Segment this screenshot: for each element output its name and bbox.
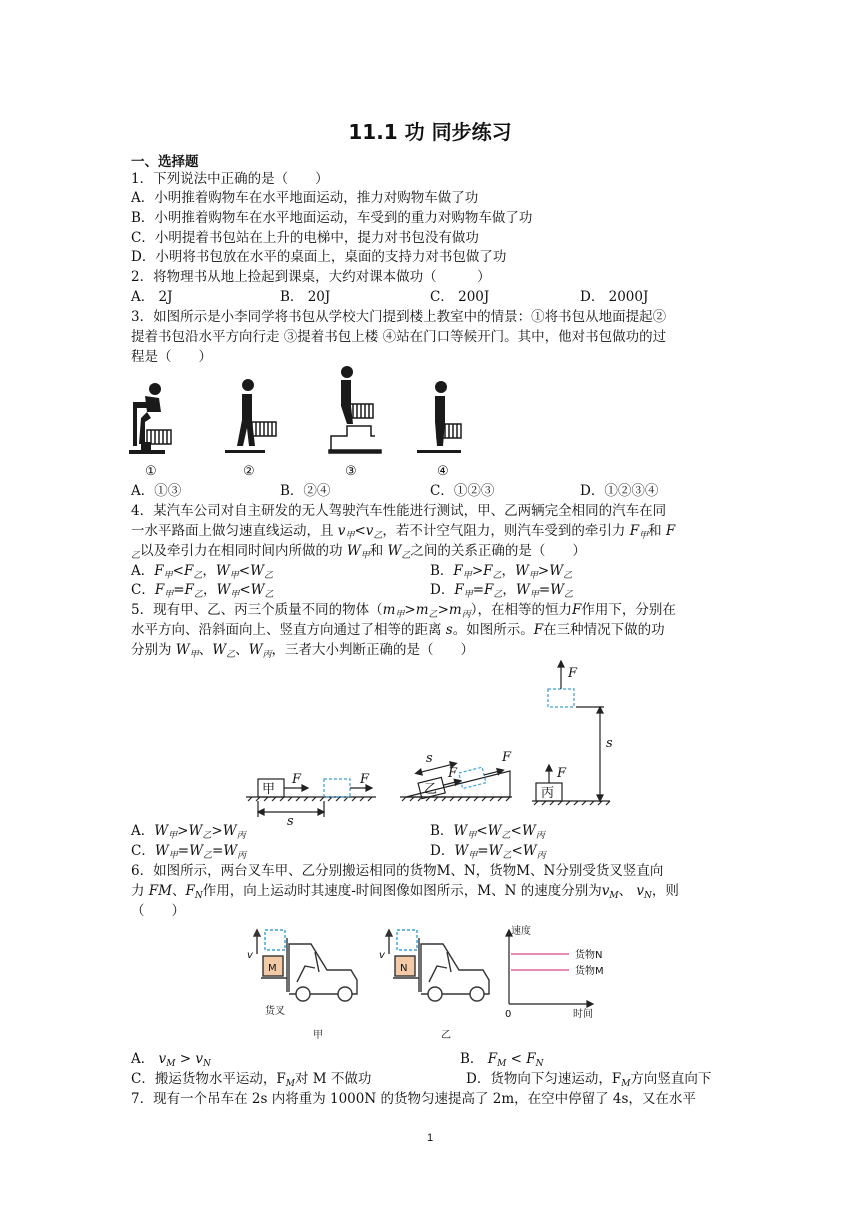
q4-line1: 4．某汽车公司对自主研发的无人驾驶汽车性能进行测试，甲、乙两辆完全相同的汽车在同 — [131, 503, 667, 519]
q5-option-a: A．$W_甲>W_乙>W_丙$ — [131, 823, 246, 841]
q3-option-b: B．②④ — [280, 483, 331, 499]
q5-line2: 水平方向、沿斜面向上、竖直方向通过了相等的距离 s。如图所示。F在三种情况下做的功 — [131, 622, 665, 638]
q5-label-f6: F — [568, 666, 578, 681]
q3-label-2: ② — [243, 464, 255, 479]
q5-label-f3: F — [448, 766, 458, 781]
q1-option-a: A．小明推着购物车在水平地面运动，推力对购物车做了功 — [131, 190, 479, 206]
q6-line2: 力 FM、$F_N$作用，向上运动时其速度-时间图像如图所示，M、N 的速度分别为$v_M$、 $v_N$，则 — [131, 883, 679, 901]
q6-option-b: B． $F_M < F_N$ — [460, 1051, 544, 1069]
q5-label-f2: F — [360, 772, 370, 787]
q6-label-yi: 乙 — [441, 1030, 451, 1041]
q2-option-d: D． 2000J — [580, 289, 649, 305]
q2-stem: 2．将物理书从地上捡起到课桌，大约对课本做功（ ） — [131, 269, 491, 285]
q2-option-b: B． 20J — [280, 289, 331, 305]
person-walking-icon — [225, 379, 265, 453]
q3-line3: 程是（ ） — [131, 349, 212, 365]
q1-option-b: B．小明推着购物车在水平地面运动，车受到的重力对购物车做了功 — [131, 210, 533, 226]
q5-figure — [240, 655, 620, 825]
q2-option-a: A． 2J — [131, 289, 173, 305]
q6-label-jia: 甲 — [313, 1030, 323, 1041]
q5-line3: 分别为 $W_甲$、$W_乙$、$W_丙$，三者大小判断正确的是（ ） — [131, 642, 475, 660]
q7-line1: 7．现有一个吊车在 2s 内将重为 1000N 的货物匀速提高了 2m，在空中停留了 4s，又在水平 — [131, 1091, 696, 1107]
chart-xlabel: 时间 — [573, 1009, 593, 1020]
chart-ylabel: 速度 — [511, 926, 531, 937]
q6-label-vn: v — [379, 950, 385, 961]
q4-line3: $_乙$以及牵引力在相同时间内所做的功 $W_甲$和 $W_乙$之间的关系正确的是（ ） — [131, 543, 586, 561]
page-title: 11.1 功 同步练习 — [348, 120, 512, 144]
q6-label-n: N — [400, 963, 408, 974]
person-climbing-icon — [341, 366, 353, 424]
q4-line2: 一水平路面上做匀速直线运动，且 $v_甲<v_乙$，若不计空气阻力，则汽车受到的牵引力 $F_甲$和 F — [131, 523, 676, 541]
q3-line1: 3．如图所示是小李同学将书包从学校大门提到楼上教室中的情景：①将书包从地面提起② — [131, 309, 667, 325]
q6-option-c: C．搬运货物水平运动，$F_M$对 M 不做功 — [131, 1071, 372, 1089]
section-heading: 一、选择题 — [131, 154, 199, 170]
q6-label-m: M — [268, 963, 277, 974]
q5-label-yi: 乙 — [424, 782, 438, 797]
q5-label-s2: s — [426, 751, 433, 766]
q4-option-b: B．$F_甲>F_乙$，$W_甲>W_乙$ — [430, 563, 573, 581]
q6-option-d: D．货物向下匀速运动，$F_M$方向竖直向下 — [466, 1071, 712, 1089]
page-number: 1 — [426, 1132, 434, 1144]
q5-option-b: B．$W_甲<W_乙<W_丙$ — [430, 823, 545, 841]
q6-label-fork: 货叉 — [265, 1006, 285, 1017]
person-standing-icon — [417, 381, 461, 453]
q5-label-f4: F — [502, 750, 512, 765]
q4-option-d: D．$F_甲=F_乙$，$W_甲=W_乙$ — [430, 582, 574, 600]
q6-line1: 6．如图所示，两台叉车甲、乙分别搬运相同的货物M、N，货物M、N分别受货叉竖直向 — [131, 863, 664, 879]
q4-option-c: C．$F_甲=F_乙$，$W_甲<W_乙$ — [131, 582, 274, 600]
q3-option-a: A．①③ — [131, 483, 182, 499]
q3-figure — [125, 362, 470, 480]
q3-label-1: ① — [145, 464, 157, 479]
q6-option-a: A． $v_M > v_N$ — [131, 1051, 211, 1069]
q5-label-jia: 甲 — [262, 782, 276, 797]
q1-option-d: D．小明将书包放在水平的桌面上，桌面的支持力对书包做了功 — [131, 249, 507, 265]
q4-option-a: A．$F_甲<F_乙$，$W_甲<W_乙$ — [131, 563, 273, 581]
chart-origin: 0 — [505, 1009, 512, 1020]
q3-line2: 提着书包沿水平方向行走 ③提着书包上楼 ④站在门口等候开门。其中，他对书包做功的过 — [131, 329, 667, 345]
q3-option-c: C．①②③ — [430, 483, 495, 499]
q1-stem: 1．下列说法中正确的是（ ） — [131, 171, 329, 187]
q5-label-bing: 丙 — [541, 786, 555, 801]
q3-label-3: ③ — [345, 464, 357, 479]
chart-line-n-label: 货物N — [575, 950, 603, 961]
q5-option-c: C．$W_甲=W_乙=W_丙$ — [131, 843, 247, 861]
q5-line1: 5．现有甲、乙、丙三个质量不同的物体$(m_甲>m_乙>m_丙)$，在相等的恒力F作用下，分别在 — [131, 602, 676, 620]
q5-label-s3: s — [606, 736, 613, 751]
chart-line-m-label: 货物M — [575, 966, 604, 977]
q3-label-4: ④ — [437, 464, 449, 479]
q3-option-d: D．①②③④ — [580, 483, 659, 499]
q6-label-vm: v — [247, 950, 253, 961]
q5-option-d: D．$W_甲=W_乙<W_丙$ — [430, 843, 546, 861]
q5-label-f5: F — [557, 766, 567, 781]
q6-line3: （ ） — [131, 903, 185, 919]
q5-label-s1: s — [287, 814, 294, 825]
q5-label-f1: F — [292, 772, 302, 787]
q1-option-c: C．小明提着书包站在上升的电梯中，提力对书包没有做功 — [131, 230, 479, 246]
q6-figure — [245, 922, 605, 1044]
q2-option-c: C． 200J — [430, 289, 490, 305]
